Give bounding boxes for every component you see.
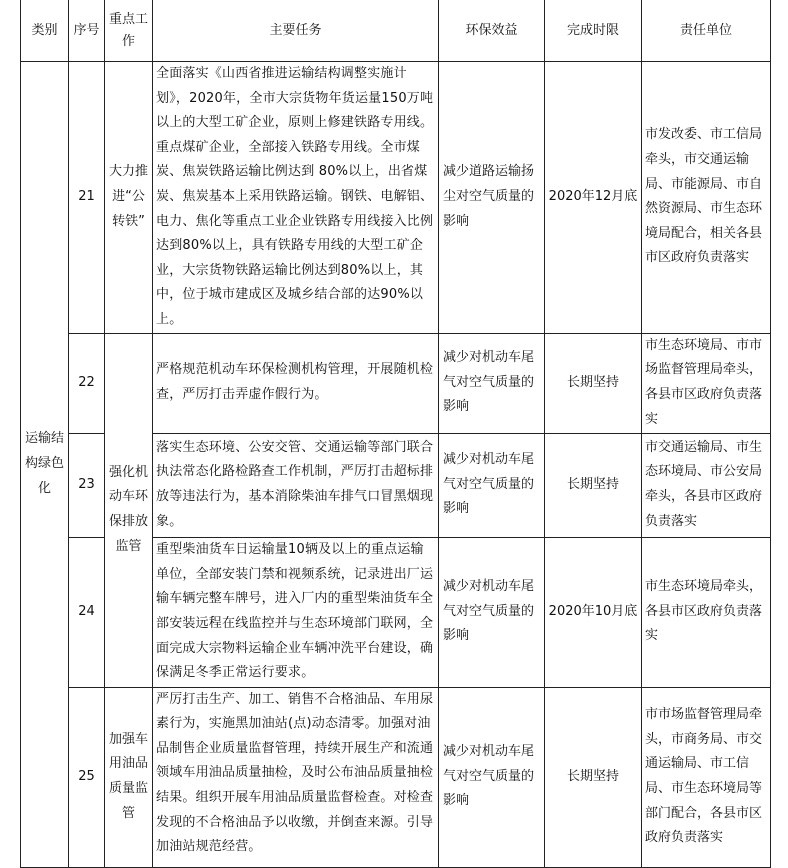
task-cell: 严厉打击生产、加工、销售不合格油品、车用尿素行为，实施黑加油站(点)动态清零。加强对油品制售企业质量监督管理，持续开展生产和流通领域车用油品质量抽检，及时公布油品质量抽检结果。组织开展车用油品质量监督检查。对检查发现的不合格油品予以收缴，并倒查来源。引导加油站规范经营。	[153, 687, 439, 867]
seq-cell: 23	[69, 433, 105, 537]
header-main-task: 主要任务	[153, 0, 439, 62]
header-seq: 序号	[69, 0, 105, 62]
seq-cell: 22	[69, 333, 105, 433]
responsible-cell: 市生态环境局、市市场监督管理局牵头，各县市区政府负责落实	[642, 333, 771, 433]
header-responsible: 责任单位	[642, 0, 771, 62]
key-work-cell: 加强车用油品质量监管	[105, 687, 153, 867]
deadline-cell: 2020年10月底	[545, 537, 642, 687]
benefit-cell: 减少对机动车尾气对空气质量的影响	[439, 433, 545, 537]
task-cell: 落实生态环境、公安交管、交通运输等部门联合执法常态化路检路查工作机制，严厉打击超标排放等违法行为，基本消除柴油车排气口冒黑烟现象。	[153, 433, 439, 537]
deadline-cell: 长期坚持	[545, 333, 642, 433]
seq-cell: 25	[69, 687, 105, 867]
task-cell: 全面落实《山西省推进运输结构调整实施计划》，2020年，全市大宗货物年货运量150万吨以上的大型工矿企业，原则上修建铁路专用线。重点煤矿企业，全部接入铁路专用线。全市煤炭、焦炭铁路运输比例达到 80%以上，出省煤炭、焦炭基本上采用铁路运输。钢铁、电解铝、电力、焦化等重点工业企业铁路专用线接入比例达到80%以上，具有铁路专用线的大型工矿企业，大宗货物铁路运输比例达到80%以上，其中，位于城市建成区及城乡结合部的达90%以上。	[153, 62, 439, 334]
header-category: 类别	[21, 0, 69, 62]
table-row	[21, 62, 771, 334]
header-deadline: 完成时限	[545, 0, 642, 62]
key-work-cell: 大力推进“公转铁”	[105, 62, 153, 334]
benefit-cell: 减少道路运输扬尘对空气质量的影响	[439, 62, 545, 334]
header-env-benefit: 环保效益	[439, 0, 545, 62]
table-row	[21, 687, 771, 867]
task-table	[20, 0, 771, 868]
header-key-work: 重点工作	[105, 0, 153, 62]
header-row	[21, 0, 771, 62]
responsible-cell: 市交通运输局、市生态环境局、市公安局牵头，各县市区政府负责落实	[642, 433, 771, 537]
responsible-cell: 市市场监督管理局牵头，市商务局、市交通运输局、市工信局、市生态环境局等部门配合，各县市区政府负责落实	[642, 687, 771, 867]
key-work-cell: 强化机动车环保排放监管	[105, 333, 153, 687]
deadline-cell: 2020年12月底	[545, 62, 642, 334]
category-cell: 运输结构绿色化	[21, 62, 69, 868]
benefit-cell: 减少对机动车尾气对空气质量的影响	[439, 333, 545, 433]
responsible-cell: 市发改委、市工信局牵头，市交通运输局、市能源局、市自然资源局、市生态环境局配合，相关各县市区政府负责落实	[642, 62, 771, 334]
benefit-cell: 减少对机动车尾气对空气质量的影响	[439, 687, 545, 867]
responsible-cell: 市生态环境局牵头，各县市区政府负责落实	[642, 537, 771, 687]
table-row	[21, 333, 771, 433]
deadline-cell: 长期坚持	[545, 687, 642, 867]
task-cell: 严格规范机动车环保检测机构管理，开展随机检查，严厉打击弄虚作假行为。	[153, 333, 439, 433]
task-cell: 重型柴油货车日运输量10辆及以上的重点运输单位，全部安装门禁和视频系统，记录进出厂运输车辆完整车牌号，进入厂内的重型柴油货车全部安装远程在线监控并与生态环境部门联网，全面完成大宗物料运输企业车辆冲洗平台建设，确保满足冬季正常运行要求。	[153, 537, 439, 687]
benefit-cell: 减少对机动车尾气对空气质量的影响	[439, 537, 545, 687]
seq-cell: 24	[69, 537, 105, 687]
seq-cell: 21	[69, 62, 105, 334]
deadline-cell: 长期坚持	[545, 433, 642, 537]
